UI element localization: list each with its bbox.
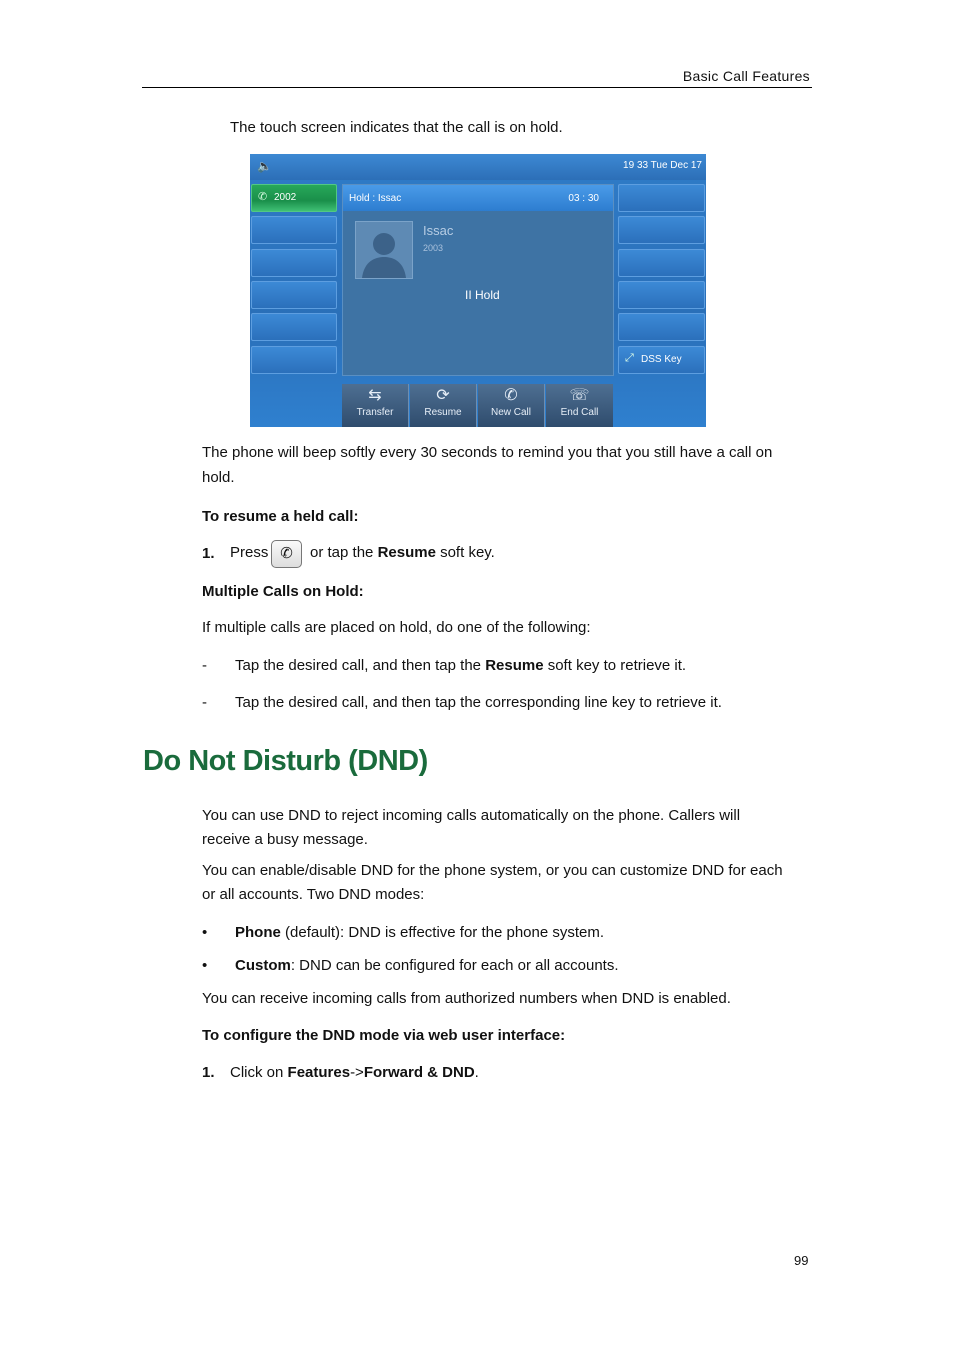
call-header [343, 185, 613, 211]
dss-key-label: DSS Key [641, 354, 682, 365]
list-item: Tap the desired call, and then tap the corresponding line key to retrieve it. [235, 694, 722, 711]
line-key-label: 2002 [274, 192, 297, 203]
list-item [235, 920, 604, 945]
press-text: Press [230, 544, 269, 561]
section-title: Do Not Disturb (DND) [143, 745, 428, 777]
item-text: : DND can be configured for each or all accounts. [290, 957, 619, 974]
item-bold: Resume [485, 657, 544, 674]
header-title: Basic Call Features [682, 68, 810, 84]
dnd-p2-line1: You can enable/disable DND for the phone system, or you can customize DND for each [202, 862, 783, 879]
step-end: . [474, 1064, 479, 1081]
soft-key-suffix: soft key. [440, 544, 495, 561]
line-key[interactable] [251, 281, 337, 309]
person-icon [356, 222, 412, 278]
step-bold: Forward & DND [363, 1064, 475, 1081]
hold-indicator: II Hold [465, 288, 500, 302]
call-status: Hold : Issac [349, 193, 402, 204]
config-step [230, 1060, 479, 1085]
hold-key-button [271, 540, 302, 568]
softkey-bar [342, 384, 614, 427]
resume-softkey[interactable] [410, 384, 477, 427]
line-key[interactable] [618, 281, 705, 309]
list-item [235, 953, 619, 978]
item-bold: Custom [235, 957, 291, 974]
line-key[interactable] [251, 249, 337, 277]
multiple-intro: If multiple calls are placed on hold, do one of the following: [202, 619, 591, 636]
beep-note-line1: The phone will beep softly every 30 seconds to remind you that you still have a call on [202, 444, 773, 461]
softkey-label: End Call [560, 407, 599, 418]
hangup-icon: ☏ [569, 387, 590, 404]
item-text: (default): DND is effective for the phone system. [285, 924, 605, 941]
page-header [142, 68, 812, 88]
status-bar [250, 154, 706, 180]
item-bold: Phone [235, 924, 281, 941]
line-key[interactable] [251, 313, 337, 341]
line-key[interactable] [618, 216, 705, 244]
step-bold: Features [287, 1064, 351, 1081]
step-arrow: -> [350, 1064, 364, 1081]
handset-icon: ✆ [280, 545, 293, 562]
dnd-p2-line2: or all accounts. Two DND modes: [202, 886, 425, 903]
or-tap-text: or tap the [310, 544, 374, 561]
dnd-p1-line1: You can use DND to reject incoming calls automatically on the phone. Callers will [202, 807, 741, 824]
page-number: 99 [794, 1253, 809, 1268]
resume-softkey-name: Resume [377, 544, 436, 561]
line-key[interactable] [251, 346, 337, 374]
transfer-softkey[interactable] [342, 384, 409, 427]
item-text: Tap the desired call, and then tap the [235, 657, 482, 674]
line-key[interactable] [251, 216, 337, 244]
bullet-icon: • [202, 957, 208, 974]
phone-screen [250, 154, 706, 427]
line-key-2002[interactable] [251, 184, 337, 212]
beep-note-line2: hold. [202, 469, 235, 486]
dnd-p1-line2: receive a busy message. [202, 831, 368, 848]
contact-name: Issac [423, 223, 454, 238]
avatar [355, 221, 413, 279]
multiple-heading: Multiple Calls on Hold: [202, 583, 364, 600]
resume-heading: To resume a held call: [202, 508, 359, 525]
new-call-softkey[interactable] [478, 384, 545, 427]
contact-number: 2003 [423, 243, 444, 253]
line-key[interactable] [618, 313, 705, 341]
softkey-label: New Call [490, 407, 531, 418]
dash-marker: - [202, 657, 207, 674]
softkey-label: Resume [424, 407, 462, 418]
expand-icon: ⤢ [625, 352, 634, 364]
end-call-softkey[interactable] [546, 384, 613, 427]
config-heading: To configure the DND mode via web user interface: [202, 1027, 566, 1044]
item-text: soft key to retrieve it. [547, 657, 687, 674]
dash-marker: - [202, 694, 207, 711]
softkey-label: Transfer [356, 407, 394, 418]
dnd-p3: You can receive incoming calls from authorized numbers when DND is enabled. [202, 990, 731, 1007]
list-item [235, 653, 686, 678]
transfer-icon: ⇆ [368, 387, 382, 404]
refresh-icon: ⟳ [436, 387, 450, 404]
bullet-icon: • [202, 924, 208, 941]
dss-key[interactable] [618, 346, 705, 374]
call-timer: 03 : 30 [568, 193, 599, 204]
intro-text: The touch screen indicates that the call is on hold. [230, 119, 563, 136]
step-number: 1. [202, 1064, 215, 1081]
line-key[interactable] [618, 249, 705, 277]
step-text: Click on [230, 1064, 284, 1081]
resume-instruction [310, 540, 495, 565]
speaker-icon: 🔈 [257, 159, 272, 173]
phone-icon: ✆ [504, 387, 518, 404]
clock: 19 33 Tue Dec 17 [623, 160, 702, 171]
step-number: 1. [202, 545, 215, 562]
call-panel [342, 184, 614, 376]
line-key[interactable] [618, 184, 705, 212]
phone-icon: ✆ [258, 191, 268, 203]
